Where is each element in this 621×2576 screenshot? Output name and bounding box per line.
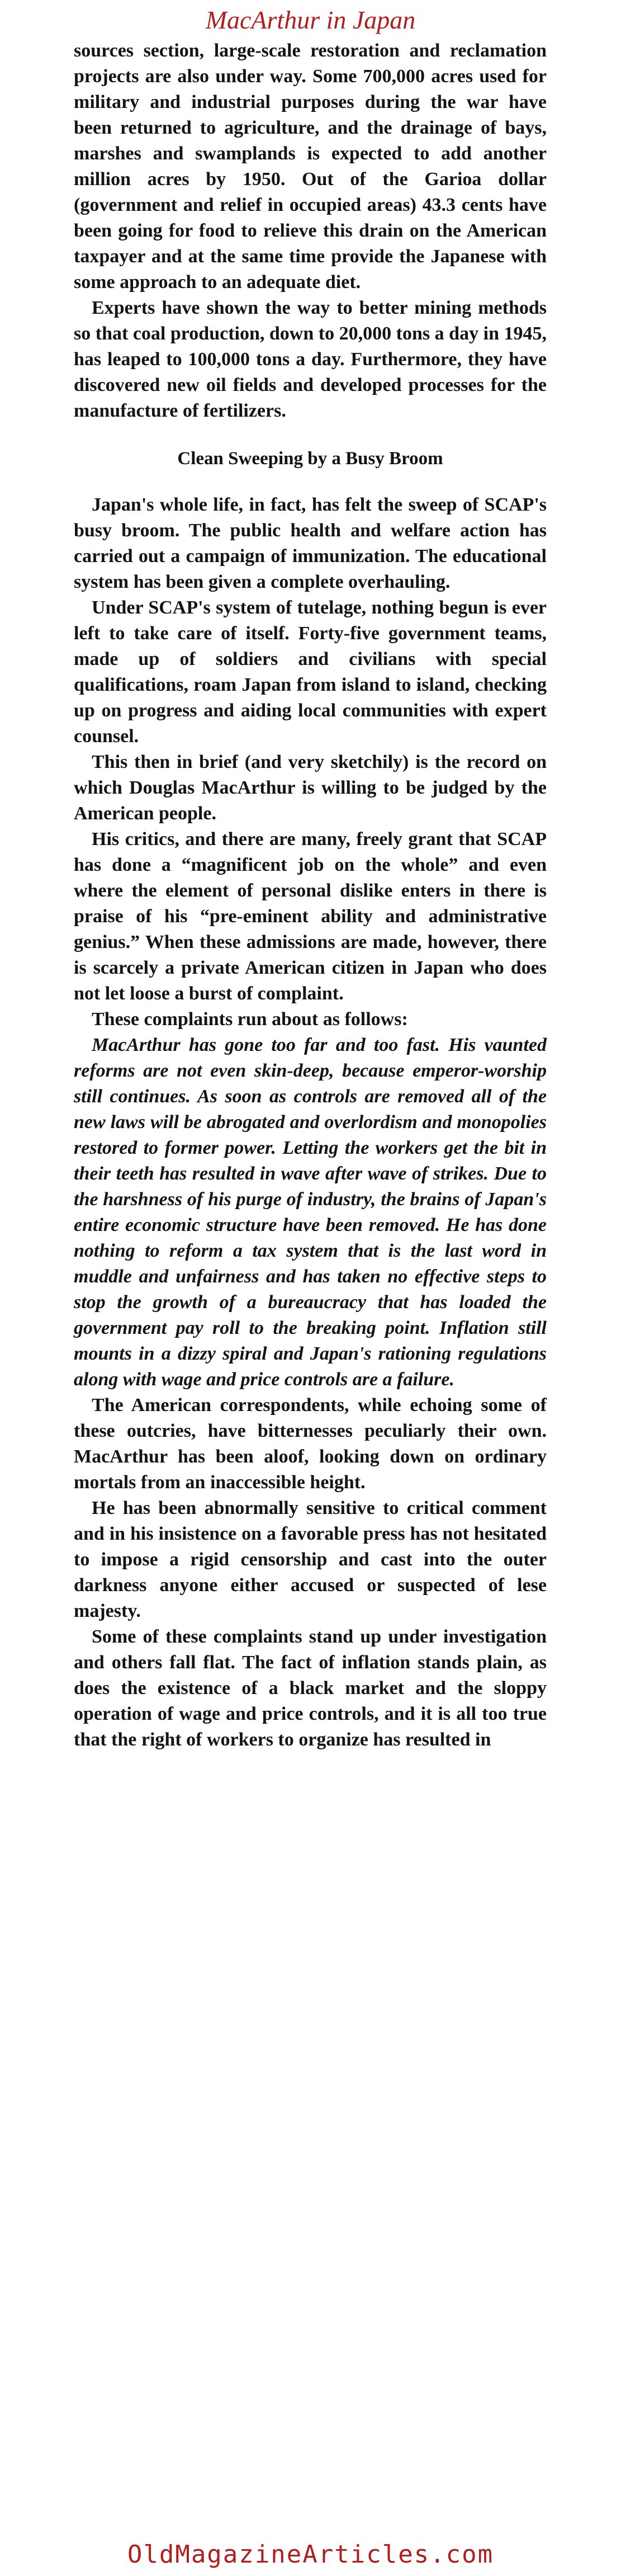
article-paragraph: These complaints run about as follows: — [92, 1009, 408, 1030]
article-paragraph: Japan's whole life, in fact, has felt the sweep of SCAP's busy broom. The public health and welfare action has carried out a campaign of immunization. The educational system has been given a complete overhauling. — [74, 494, 547, 592]
article-body — [74, 38, 547, 1753]
article-paragraph: This then in brief (and very sketchily) is the record on which Douglas MacArthur is willing to be judged by the American people. — [74, 752, 547, 824]
complaints-quote: MacArthur has gone too far and too fast. His vaunted reforms are not even skin-deep, because emperor-worship still continues. As soon as controls are removed all of the new laws will be abrogated and overlordism and monopolies restored to former power. Letting the workers get the bit in their teeth has resulted in wave after wave of strikes. Due to the harshness of his purge of industry, the brains of Japan's entire economic structure have been removed. He has done nothing to reform a tax system that is the last word in muddle and unfairness and has taken no effective steps to stop the growth of a bureaucracy that has loaded the government pay roll to the breaking point. Inflation still mounts in a dizzy spiral and Japan's rationing regulations along with wage and price controls are a failure. — [74, 1035, 547, 1390]
article-paragraph: The American correspondents, while echoing some of these outcries, have bitternesses peculiarly their own. MacArthur has been aloof, looking down on ordinary mortals from an inaccessible height. — [74, 1395, 547, 1493]
article-paragraph: Under SCAP's system of tutelage, nothing begun is ever left to take care of itself. Forty-five government teams, made up of soldiers and civilians with special qualifications, roam Japan from island to island, checking up on progress and aiding local communities with expert counsel. — [74, 597, 547, 747]
source-credit: OldMagazineArticles.com — [127, 2540, 494, 2569]
article-paragraph: His critics, and there are many, freely grant that SCAP has done a “magnificent job on the whole” and even where the element of personal dislike enters in there is praise of his “pre-eminent ability and administrative genius.” When these admissions are made, however, there is scarcely a private American citizen in Japan who does not let loose a burst of complaint. — [74, 829, 547, 1004]
article-paragraph: Some of these complaints stand up under investigation and others fall flat. The fact of inflation stands plain, as does the existence of a black market and the sloppy operation of wage and price controls, and it is all too true that the right of workers to organize has resulted in — [74, 1626, 547, 1750]
article-paragraph: sources section, large-scale restoration and reclamation projects are also under way. Some 700,000 acres used for military and industrial purposes during the war have been returned to agriculture, and the drainage of bays, marshes and swamplands is expected to add another million acres by 1950. Out of the Garioa dollar (government and relief in occupied areas) 43.3 cents have been going for food to relieve this drain on the American taxpayer and at the same time provide the Japanese with some approach to an adequate diet. — [74, 40, 547, 292]
article-paragraph: Experts have shown the way to better mining methods so that coal production, down to 20,000 tons a day in 1945, has leaped to 100,000 tons a day. Furthermore, they have discovered new oil fields and developed processes for the manufacture of fertilizers. — [74, 298, 547, 421]
page-title: MacArthur in Japan — [205, 6, 416, 34]
section-heading: Clean Sweeping by a Busy Broom — [177, 449, 443, 469]
article-paragraph: He has been abnormally sensitive to critical comment and in his insistence on a favorable press has not hesitated to impose a rigid censorship and cast into the outer darkness anyone either accused or suspected of lese majesty. — [74, 1498, 547, 1621]
